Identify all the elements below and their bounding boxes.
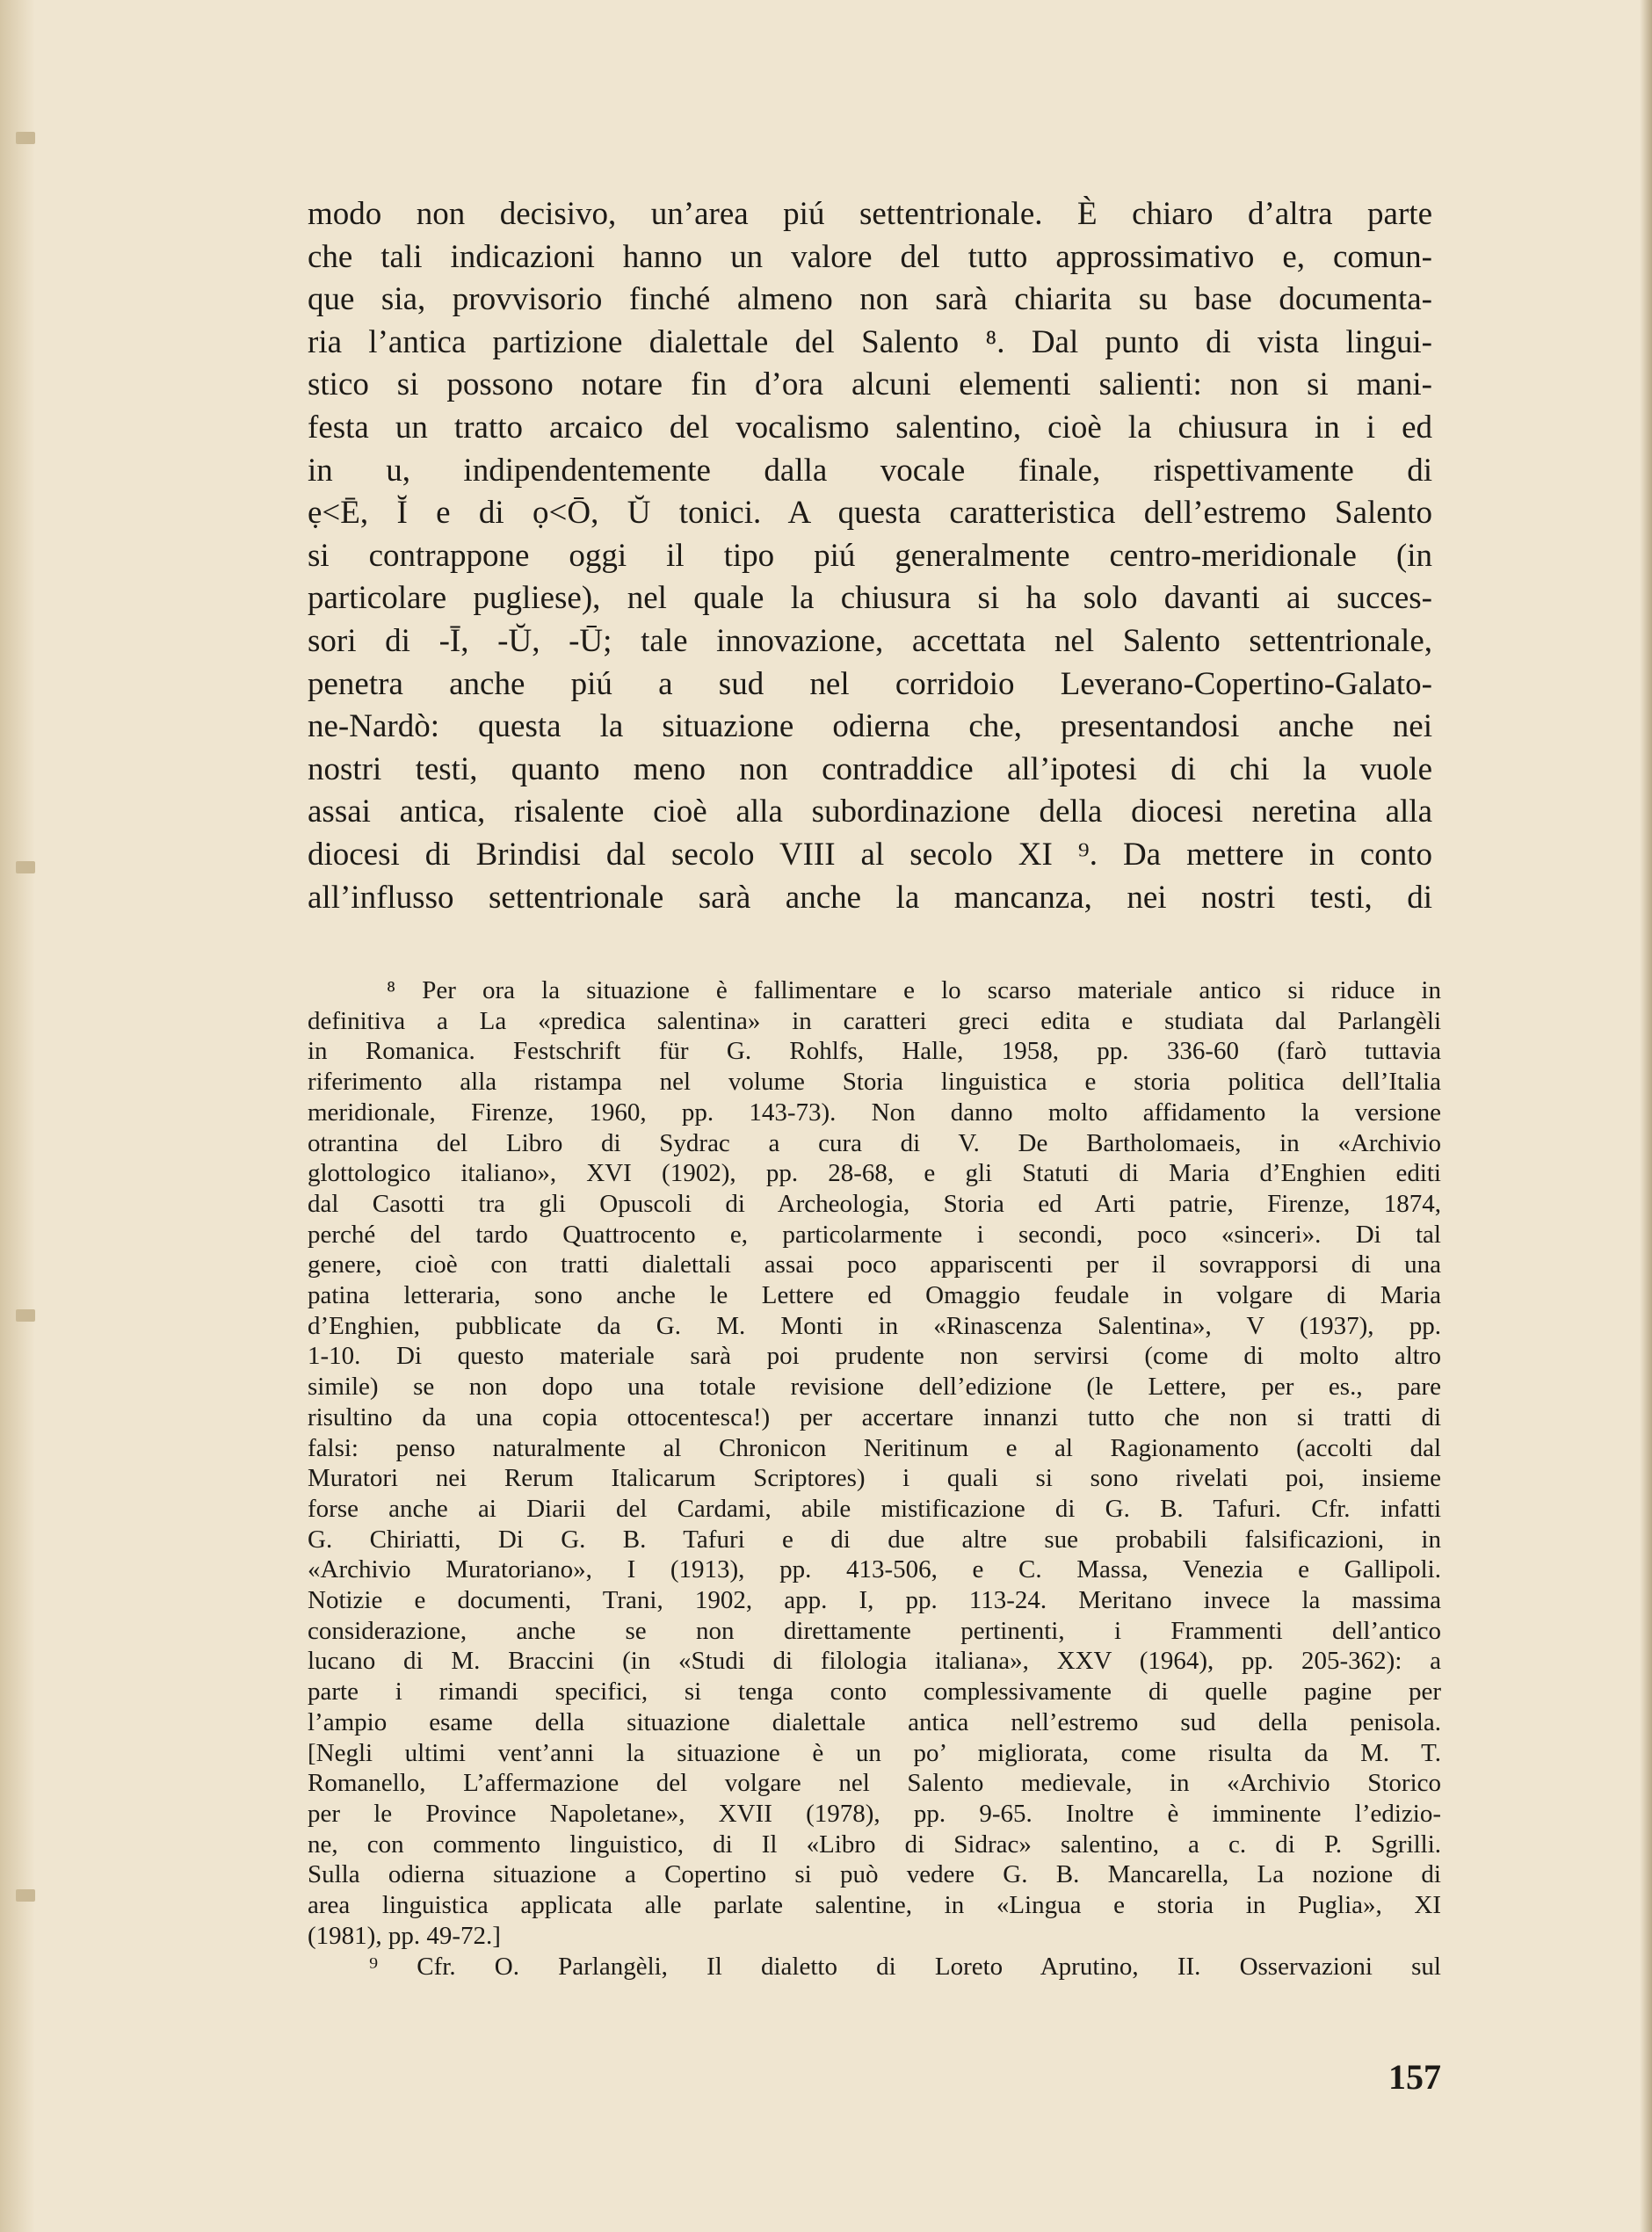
- body-line: modo non decisivo, un’area piú settentrionale. È chiaro d’altra parte: [308, 196, 1432, 232]
- footnote-9-start: ⁹ Cfr. O. Parlangèli, Il dialetto di Loreto Aprutino, II. Osservazioni sul: [369, 1952, 1441, 1981]
- footnote-line: area linguistica applicata alle parlate salentine, in «Lingua e storia in Puglia», XI: [308, 1891, 1441, 1920]
- page-number: 157: [1388, 2057, 1441, 2097]
- footnote-line: genere, cioè con tratti dialettali assai poco appariscenti per il sovrapporsi di una: [308, 1250, 1441, 1279]
- footnote-line: (1981), pp. 49-72.]: [308, 1921, 501, 1950]
- footnote-line: meridionale, Firenze, 1960, pp. 143-73). Non danno molto affidamento la versione: [308, 1098, 1441, 1127]
- footnote-line: perché del tardo Quattrocento e, particolarmente i secondi, poco «sinceri». Di tal: [308, 1220, 1441, 1249]
- footnote-line: glottologico italiano», XVI (1902), pp. 28-68, e gli Statuti di Maria d’Enghien editi: [308, 1159, 1441, 1188]
- body-line: que sia, provvisorio finché almeno non sarà chiarita su base documenta-: [308, 281, 1432, 318]
- footnote-line: per le Province Napoletane», XVII (1978), pp. 9-65. Inoltre è imminente l’edizio-: [308, 1799, 1441, 1828]
- footnote-line: in Romanica. Festschrift für G. Rohlfs, Halle, 1958, pp. 336-60 (farò tuttavia: [308, 1037, 1441, 1066]
- footnote-line: forse anche ai Diarii del Cardami, abile mistificazione di G. B. Tafuri. Cfr. infatti: [308, 1494, 1441, 1523]
- body-line: in u, indipendentemente dalla vocale finale, rispettivamente di: [308, 452, 1432, 489]
- body-line: ne-Nardò: questa la situazione odierna che, presentandosi anche nei: [308, 708, 1432, 745]
- footnote-line: riferimento alla ristampa nel volume Storia linguistica e storia politica dell’Italia: [308, 1068, 1441, 1097]
- binding-mark: [16, 1889, 35, 1902]
- footnote-line: otrantina del Libro di Sydrac a cura di V. De Bartholomaeis, in «Archivio: [308, 1128, 1441, 1157]
- page-edge: [1640, 0, 1652, 2232]
- footnote-line: lucano di M. Braccini (in «Studi di filologia italiana», XXV (1964), pp. 205-362): a: [308, 1647, 1441, 1676]
- footnote-line: G. Chiriatti, Di G. B. Tafuri e di due altre sue probabili falsificazioni, in: [308, 1525, 1441, 1554]
- footnote-8-start: ⁸ Per ora la situazione è fallimentare e lo scarso materiale antico si riduce in: [387, 976, 1441, 1004]
- body-line: particolare pugliese), nel quale la chiusura si ha solo davanti ai succes-: [308, 580, 1432, 617]
- body-line: ria l’antica partizione dialettale del Salento ⁸. Dal punto di vista lingui-: [308, 323, 1432, 360]
- body-line: nostri testi, quanto meno non contraddice all’ipotesi di chi la vuole: [308, 750, 1432, 787]
- body-text: [308, 193, 1432, 919]
- body-line: all’influsso settentrionale sarà anche la mancanza, nei nostri testi, di: [308, 879, 1432, 916]
- body-line: sori di -Ī, -Ŭ, -Ū; tale innovazione, accettata nel Salento settentrionale,: [308, 622, 1432, 659]
- footnote-line: Notizie e documenti, Trani, 1902, app. I, pp. 113-24. Meritano invece la massima: [308, 1586, 1441, 1615]
- footnote-line: Muratori nei Rerum Italicarum Scriptores) i quali si sono rivelati poi, insieme: [308, 1464, 1441, 1493]
- footnote-line: 1-10. Di questo materiale sarà poi prudente non servirsi (come di molto altro: [308, 1342, 1441, 1371]
- binding-mark: [16, 861, 35, 873]
- footnote-line: Sulla odierna situazione a Copertino si può vedere G. B. Mancarella, La nozione di: [308, 1860, 1441, 1889]
- body-line: si contrappone oggi il tipo piú generalmente centro-meridionale (in: [308, 537, 1432, 574]
- footnote-line: patina letteraria, sono anche le Lettere ed Omaggio feudale in volgare di Maria: [308, 1281, 1441, 1310]
- body-line: ẹ<Ē, Ĭ e di ọ<Ō, Ŭ tonici. A questa caratteristica dell’estremo Salento: [308, 495, 1432, 532]
- footnote-line: parte i rimandi specifici, si tenga conto complessivamente di quelle pagine per: [308, 1678, 1441, 1707]
- footnote-line: Romanello, L’affermazione del volgare nel Salento medievale, in «Archivio Storico: [308, 1769, 1441, 1798]
- footnote-line: d’Enghien, pubblicate da G. M. Monti in «Rinascenza Salentina», V (1937), pp.: [308, 1311, 1441, 1340]
- binding-mark: [16, 1309, 35, 1322]
- footnote-line: falsi: penso naturalmente al Chronicon Neritinum e al Ragionamento (accolti dal: [308, 1433, 1441, 1462]
- footnote-line: «Archivio Muratoriano», I (1913), pp. 413-506, e C. Massa, Venezia e Gallipoli.: [308, 1555, 1441, 1584]
- footnote-line: ne, con commento linguistico, di Il «Libro di Sidrac» salentino, a c. di P. Sgrilli.: [308, 1830, 1441, 1859]
- footnote-line: definitiva a La «predica salentina» in caratteri greci edita e studiata dal Parlangèli: [308, 1006, 1441, 1035]
- footnote-line: dal Casotti tra gli Opuscoli di Archeologia, Storia ed Arti patrie, Firenze, 1874,: [308, 1189, 1441, 1218]
- body-line: che tali indicazioni hanno un valore del tutto approssimativo e, comun-: [308, 238, 1432, 275]
- body-line: festa un tratto arcaico del vocalismo salentino, cioè la chiusura in i ed: [308, 409, 1432, 446]
- body-line: diocesi di Brindisi dal secolo VIII al secolo XI ⁹. Da mettere in conto: [308, 836, 1432, 873]
- footnote-line: [Negli ultimi vent’anni la situazione è un po’ migliorata, come risulta da M. T.: [308, 1738, 1441, 1767]
- footnote-line: considerazione, anche se non direttamente pertinenti, i Frammenti dell’antico: [308, 1616, 1441, 1645]
- body-line: assai antica, risalente cioè alla subordinazione della diocesi neretina alla: [308, 794, 1432, 830]
- footnote-line: risultino da una copia ottocentesca!) per accertare innanzi tutto che non si tratti di: [308, 1402, 1441, 1431]
- footnote-line: simile) se non dopo una totale revisione dell’edizione (le Lettere, per es., pare: [308, 1373, 1441, 1402]
- binding-mark: [16, 132, 35, 144]
- body-line: penetra anche piú a sud nel corridoio Leverano-Copertino-Galato-: [308, 665, 1432, 702]
- footnotes: [308, 975, 1441, 1982]
- footnote-line: l’ampio esame della situazione dialettale antica nell’estremo sud della penisola.: [308, 1707, 1441, 1736]
- body-line: stico si possono notare fin d’ora alcuni elementi salienti: non si mani-: [308, 366, 1432, 403]
